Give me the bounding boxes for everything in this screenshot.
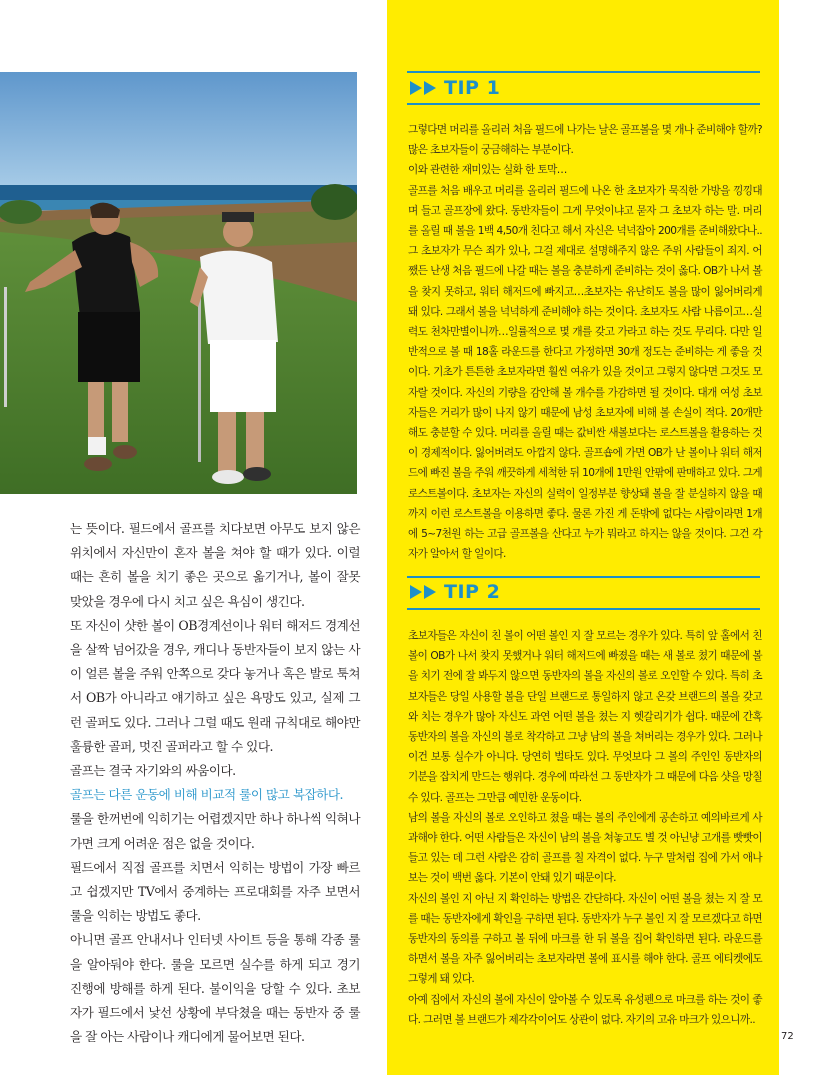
- tip2-heading: [410, 579, 500, 605]
- left-paragraph: 또 자신이 샷한 볼이 OB경계선이나 워터 해저드 경계선을 살짝 넘어갔을 경우, 캐디나 동반자들이 보지 않는 사이 얼른 볼을 주워 안쪽으로 갖다 놓거나 혹은 발로 툭쳐서 OB가 아니라고 얘기하고 싶은 욕망도 있고, 실제 그런 골퍼도 있다. 그러나 그럴 때도 원래 규칙대로 해야만 훌륭한 골퍼, 멋진 골퍼라고 할 수 있다.: [70, 617, 360, 754]
- page-number: 72: [781, 1031, 794, 1042]
- tip1-bottom-rule: [407, 103, 760, 105]
- tip1-paragraph: 골프를 처음 배우고 머리를 올리러 필드에 나온 한 초보자가 묵직한 가방을 낑낑대며 들고 골프장에 왔다. 동반자들이 그게 무엇이냐고 묻자 그 초보자 하는 말. 머리를 올릴 때 볼을 1백 4,50개 친다고 해서 자신은 넉넉잡아 200개를 준비해왔다나.. 그 초보자가 무슨 죄가 있나, 그걸 제대로 설명해주지 않은 주위 사람들이 죄지. 어쨌든 난생 처음 필드에 나갈 때는 볼을 충분하게 준비하는 것이 옳다. OB가 나서 볼을 찾지 못하고, 워터 해저드에 빠지고…초보자는 유난히도 볼을 많이 잃어버리게 돼 있다. 그래서 볼을 넉넉하게 준비해야 하는 것이다. 초보자도 사람 나름이고…실력도 천차만별이니까…일률적으로 몇 개를 갖고 가라고 하는 것도 무리다. 다만 일반적으로 볼 때 18홀 라운드를 한다고 가정하면 30개 정도는 준비하는 게 좋을 것이다. 기초가 튼튼한 초보자라면 훨씬 여유가 있을 것이고 그렇지 않다면 그것도 모자랄 것이다. 자신의 기량을 감안해 볼 개수를 가감하면 될 것이다. 대개 여성 초보자들은 거리가 많이 나지 않기 때문에 남성 초보자에 비해 볼 손실이 적다. 20개만 해도 충분할 수 있다. 머리를 올릴 때는 값비싼 새볼보다는 로스트볼을 활용하는 것이 경제적이다. 잃어버려도 아깝지 않다. 골프숍에 가면 OB가 난 볼이나 워터 해저드에 빠진 볼을 주워 깨끗하게 세척한 뒤 10개에 1만원 안팎에 판매하고 있다. 그게 로스트볼이다. 초보자는 자신의 실력이 일정부분 향상돼 볼을 잘 분실하지 않을 때까지 이런 로스트볼을 이용하면 좋다. 물론 가진 게 돈밖에 없다는 사람이라면 1개에 5~7천원 하는 고급 골프볼을 산다고 누가 뭐라고 하지는 않을 것이다. 그건 각자가 알아서 할 일이다.: [408, 184, 762, 561]
- photo-golfers-on-fairway: [0, 72, 357, 494]
- tip1-top-rule: [407, 71, 760, 73]
- left-paragraph: 룰을 한꺼번에 익히기는 어렵겠지만 하나 하나씩 익혀나가면 크게 어려운 점은 없을 것이다.: [70, 811, 360, 851]
- double-arrow-icon: [410, 81, 438, 95]
- left-highlight: 골프는 다른 운동에 비해 비교적 룰이 많고 복잡하다.: [70, 787, 344, 803]
- left-paragraph: 골프는 결국 자기와의 싸움이다.: [70, 763, 236, 779]
- tip2-paragraph: 남의 볼을 자신의 볼로 오인하고 쳤을 때는 볼의 주인에게 공손하고 예의바르게 사과해야 한다. 어떤 사람들은 자신이 남의 볼을 쳐놓고도 별 것 아닌냥 고개를 빳빳이 들고 있는 데 그런 사람은 감히 골프를 칠 자격이 없다. 누구 말처럼 집에 가서 애나 보는 것이 백번 옳다. 기본이 안돼 있기 때문이다.: [408, 811, 762, 885]
- tip2-title: TIP 2: [444, 581, 501, 603]
- tip1-title: TIP 1: [444, 77, 501, 99]
- tip1-paragraph: 그렇다면 머리를 올리러 처음 필드에 나가는 날은 골프볼을 몇 개나 준비해야 할까? 많은 초보자들이 궁금해하는 부분이다.: [408, 124, 762, 157]
- double-arrow-icon: [410, 585, 438, 599]
- left-paragraph: 는 뜻이다. 필드에서 골프를 치다보면 아무도 보지 않은 위치에서 자신만이 혼자 볼을 쳐야 할 때가 있다. 이럴 때는 흔히 볼을 치기 좋은 곳으로 옮기거나, 볼이 잘못 맞았을 경우에 다시 치고 싶은 욕심이 생긴다.: [70, 521, 360, 609]
- tip1-body: [408, 120, 762, 564]
- tip2-paragraph: 자신의 볼인 지 아닌 지 확인하는 방법은 간단하다. 자신이 어떤 볼을 쳤는 지 잘 모를 때는 동반자에게 확인을 구하면 된다. 동반자가 누구 볼인 지 잘 모르겠다고 하면 동반자의 동의를 구하고 볼 뒤에 마크를 한 뒤 볼을 집어 확인하면 된다. 라운드를 하면서 볼을 자주 잃어버리는 초보자라면 볼에 표시를 해야 한다. 골프 에티켓에도 그렇게 돼 있다.: [408, 892, 762, 986]
- tip2-top-rule: [407, 576, 760, 578]
- tip2-body: [408, 626, 762, 1030]
- left-paragraph: 필드에서 직접 골프를 치면서 익히는 방법이 가장 빠르고 쉽겠지만 TV에서 중계하는 프로대회를 자주 보면서 룰을 익히는 방법도 좋다.: [70, 859, 360, 924]
- tip1-paragraph: 이와 관련한 재미있는 실화 한 토막…: [408, 164, 567, 177]
- tip2-paragraph: 아예 집에서 자신의 볼에 자신이 알아볼 수 있도록 유성펜으로 마크를 하는 것이 좋다. 그러면 볼 브랜드가 제각각이어도 상관이 없다. 자기의 고유 마크가 있으니까..: [408, 993, 762, 1026]
- tip1-heading: [410, 75, 500, 101]
- tip2-bottom-rule: [407, 608, 760, 610]
- left-paragraph: 아니면 골프 안내서나 인터넷 사이트 등을 통해 각종 룰을 알아둬야 한다. 룰을 모르면 실수를 하게 되고 경기 진행에 방해를 하게 된다. 불이익을 당할 수 있다. 초보자가 필드에서 낯선 상황에 부닥쳤을 때는 동반자 중 룰을 잘 아는 사람이나 캐디에게 물어보면 된다.: [70, 932, 360, 1045]
- left-column-text: [70, 517, 360, 1049]
- tip2-paragraph: 초보자들은 자신이 친 볼이 어떤 볼인 지 잘 모르는 경우가 있다. 특히 앞 홀에서 친 볼이 OB가 나서 찾지 못했거나 워터 해저드에 빠졌을 때는 새 볼로 쳤기 때문에 볼을 치기 전에 잘 봐두지 않으면 동반자의 볼을 자신의 볼로 오인할 수 있다. 특히 초보자들은 당일 사용할 볼을 단일 브랜드로 통일하지 않고 온갖 브랜드의 볼을 갖고 와 치는 경우가 많아 자신도 과연 어떤 볼을 쳤는 지 헷갈리기가 쉽다. 때문에 간혹 동반자의 볼을 자신의 볼로 착각하고 그냥 남의 볼을 쳐버리는 경우가 있다. 그러나 이건 보통 실수가 아니다. 당연히 벌타도 있다. 무엇보다 그 볼의 주인인 동반자의 기분을 잡치게 만드는 행위다. 경우에 따라선 그 동반자가 그 때문에 다음 샷을 망칠 수 있다. 골프는 그만큼 예민한 운동이다.: [408, 630, 762, 804]
